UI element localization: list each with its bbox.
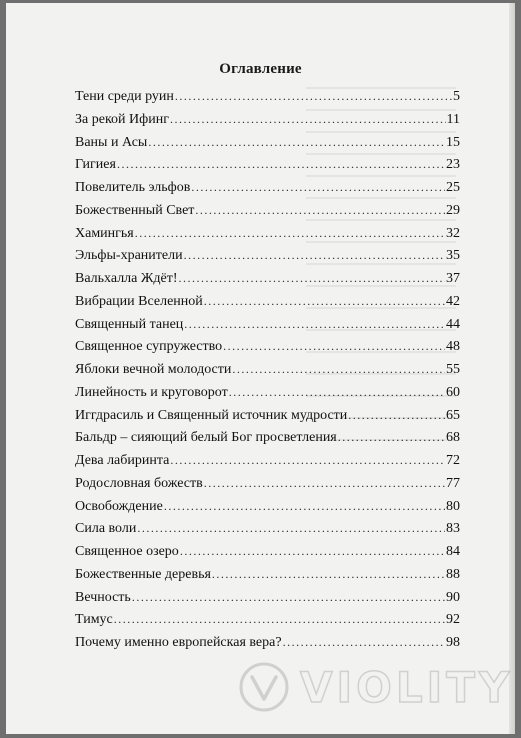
toc-entry-title: Иггдрасиль и Священный источник мудрости <box>75 407 348 423</box>
toc-entry-page-number: 80 <box>446 498 460 514</box>
toc-entry-title: Тени среди руин <box>75 89 174 104</box>
toc-entry <box>75 294 460 317</box>
toc-entry <box>75 544 460 567</box>
toc-entry <box>75 567 460 590</box>
dot-leader <box>117 157 445 172</box>
dot-leader <box>137 521 445 536</box>
toc-entry-page-number: 88 <box>446 566 460 582</box>
dot-leader <box>135 226 445 241</box>
toc-entry-page-number: 84 <box>446 544 460 559</box>
toc-entry-page-number: 60 <box>446 384 460 400</box>
toc-entry-title: Линейность и круговорот <box>75 384 228 400</box>
toc-entry-title: За рекой Ифинг <box>75 111 169 127</box>
toc-entry-title: Повелитель эльфов <box>75 180 191 195</box>
dot-leader <box>175 89 452 104</box>
violity-logo-icon <box>238 661 290 713</box>
dot-leader <box>204 294 445 309</box>
toc-entry-title: Вечность <box>75 589 131 605</box>
toc-entry-page-number: 98 <box>446 635 460 650</box>
toc-entry <box>75 271 460 294</box>
toc-entry <box>75 157 460 180</box>
toc-entry-title: Освобождение <box>75 498 163 514</box>
toc-list <box>75 89 460 658</box>
toc-entry <box>75 476 460 499</box>
toc-entry-title: Дева лабиринта <box>75 453 170 468</box>
toc-entry-title: Почему именно европейская вера? <box>75 635 282 650</box>
dot-leader <box>114 612 445 627</box>
toc-entry-title: Гигиея <box>75 157 116 173</box>
dot-leader <box>170 453 445 468</box>
toc-entry-title: Вибрации Вселенной <box>75 293 203 309</box>
toc-entry-title: Священный танец <box>75 316 184 332</box>
toc-entry-page-number: 32 <box>446 225 460 241</box>
toc-entry-page-number: 90 <box>446 589 460 605</box>
dot-leader <box>179 271 445 286</box>
toc-entry-title: Священное озеро <box>75 544 179 559</box>
dot-leader <box>232 362 445 377</box>
dot-leader <box>223 339 445 354</box>
toc-entry-page-number: 25 <box>446 180 460 195</box>
toc-entry-page-number: 35 <box>446 248 460 264</box>
toc-entry-page-number: 23 <box>446 157 460 173</box>
dot-leader <box>204 476 445 491</box>
dot-leader <box>348 408 445 423</box>
toc-entry <box>75 430 460 453</box>
dot-leader <box>132 590 445 605</box>
toc-entry <box>75 453 460 476</box>
toc-entry-title: Ваны и Асы <box>75 134 148 150</box>
dot-leader <box>170 112 446 127</box>
watermark <box>238 661 513 713</box>
toc-entry-page-number: 37 <box>446 271 460 286</box>
dot-leader <box>229 385 445 400</box>
dot-leader <box>212 567 445 582</box>
dot-leader <box>184 317 445 332</box>
toc-entry <box>75 339 460 362</box>
toc-entry-page-number: 83 <box>446 521 460 537</box>
toc-entry <box>75 590 460 613</box>
toc-entry-page-number: 72 <box>446 453 460 468</box>
toc-entry <box>75 226 460 249</box>
toc-entry-title: Хамингья <box>75 225 134 241</box>
toc-entry <box>75 499 460 522</box>
dot-leader <box>164 499 445 514</box>
dot-leader <box>148 135 445 150</box>
toc-entry <box>75 385 460 408</box>
toc-entry-page-number: 68 <box>446 430 460 446</box>
toc-entry-page-number: 29 <box>446 202 460 218</box>
toc-title: Оглавление <box>219 61 302 77</box>
toc-entry-title: Священное супружество <box>75 339 223 355</box>
toc-entry <box>75 203 460 226</box>
toc-entry-title: Тимус <box>75 612 113 628</box>
dot-leader <box>191 180 445 195</box>
toc-entry <box>75 89 460 112</box>
toc-entry-page-number: 55 <box>446 362 460 377</box>
toc-entry <box>75 635 460 658</box>
toc-entry-page-number: 65 <box>446 407 460 423</box>
toc-entry <box>75 248 460 271</box>
toc-entry-page-number: 77 <box>446 475 460 491</box>
page-edge <box>509 3 515 734</box>
book-page <box>6 3 515 734</box>
toc-entry-title: Божественные деревья <box>75 566 211 582</box>
toc-entry <box>75 317 460 340</box>
toc-entry-title: Эльфы-хранители <box>75 248 183 264</box>
toc-entry-page-number: 11 <box>446 111 460 127</box>
toc-entry-title: Сила воли <box>75 521 137 537</box>
toc-entry-page-number: 5 <box>453 89 460 104</box>
dot-leader <box>283 635 445 650</box>
toc-entry-title: Яблоки вечной молодости <box>75 362 232 377</box>
dot-leader <box>195 203 445 218</box>
toc-entry-page-number: 44 <box>446 316 460 332</box>
toc-entry-title: Божественный Свет <box>75 202 195 218</box>
dot-leader <box>184 248 445 263</box>
toc-entry-page-number: 42 <box>446 293 460 309</box>
toc-entry <box>75 180 460 203</box>
toc-entry <box>75 362 460 385</box>
toc-entry-title: Вальхалла Ждёт! <box>75 271 178 286</box>
toc-entry <box>75 612 460 635</box>
toc-entry <box>75 135 460 158</box>
toc-entry-title: Родословная божеств <box>75 475 203 491</box>
toc-entry-page-number: 48 <box>446 339 460 355</box>
toc-entry-page-number: 15 <box>446 134 460 150</box>
toc-entry <box>75 521 460 544</box>
toc-entry-page-number: 92 <box>446 612 460 628</box>
watermark-text: VIOLITY <box>300 662 514 712</box>
dot-leader <box>180 544 445 559</box>
toc-entry-title: Бальдр – сияющий белый Бог просветления <box>75 430 337 446</box>
toc-entry <box>75 112 460 135</box>
dot-leader <box>338 430 445 445</box>
toc-entry <box>75 408 460 431</box>
